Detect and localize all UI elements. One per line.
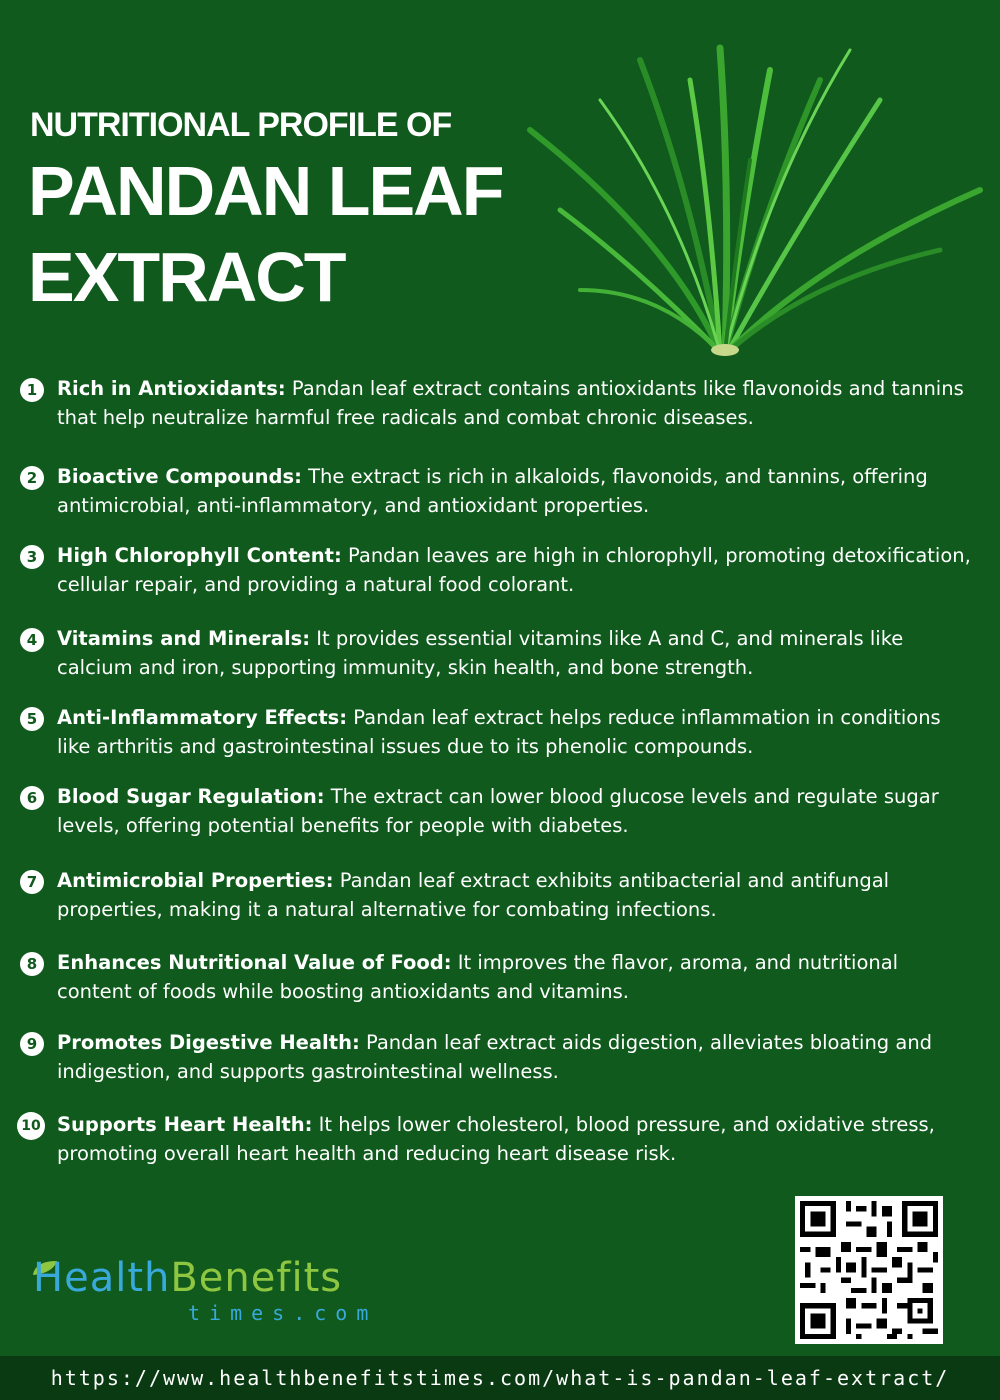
item-text	[57, 462, 975, 520]
title-line-1: PANDAN LEAF	[28, 152, 503, 230]
brand-logo[interactable]	[33, 1255, 383, 1325]
page-subtitle: NUTRITIONAL PROFILE OF	[30, 106, 452, 144]
item-heading: Antimicrobial Properties:	[57, 869, 334, 892]
item-body: It helps lower cholesterol, blood pressure, and oxidative stress, promoting overall heart health and reducing heart disease risk.	[57, 1113, 935, 1165]
source-url-link[interactable]: https://www.healthbenefitstimes.com/what-is-pandan-leaf-extract/	[50, 1366, 950, 1390]
item-text	[57, 541, 975, 599]
pandan-plant-illustration	[520, 40, 990, 360]
item-text	[57, 782, 975, 840]
item-heading: High Chlorophyll Content:	[57, 544, 342, 567]
logo-word-health: Health	[33, 1255, 171, 1301]
item-number-badge: 1	[20, 378, 44, 402]
item-number-badge: 2	[20, 466, 44, 490]
item-body: Pandan leaf extract aids digestion, alleviates bloating and indigestion, and supports gastrointestinal wellness.	[57, 1031, 933, 1083]
item-heading: Supports Heart Health:	[57, 1113, 313, 1136]
list-item	[20, 948, 975, 1006]
item-text	[57, 1110, 975, 1168]
item-body: Pandan leaf extract contains antioxidants like flavonoids and tannins that help neutralize harmful free radicals and combat chronic diseases.	[57, 377, 964, 429]
item-number-badge: 4	[20, 628, 44, 652]
footer-bar	[0, 1356, 1000, 1400]
item-body: The extract can lower blood glucose levels and regulate sugar levels, offering potential benefits for people with diabetes.	[57, 785, 939, 837]
item-body: Pandan leaf extract helps reduce inflammation in conditions like arthritis and gastrointestinal issues due to its phenolic compounds.	[57, 706, 941, 758]
item-text	[57, 374, 975, 432]
item-number-badge: 7	[20, 870, 44, 894]
list-item	[20, 374, 975, 432]
item-text	[57, 948, 975, 1006]
item-heading: Promotes Digestive Health:	[57, 1031, 360, 1054]
item-heading: Vitamins and Minerals:	[57, 627, 311, 650]
item-heading: Rich in Antioxidants:	[57, 377, 286, 400]
item-heading: Enhances Nutritional Value of Food:	[57, 951, 452, 974]
item-text	[57, 703, 975, 761]
qr-code[interactable]	[795, 1196, 943, 1344]
item-heading: Anti-Inflammatory Effects:	[57, 706, 348, 729]
page-title	[28, 148, 502, 320]
logo-wordmark	[33, 1255, 342, 1301]
item-number-badge: 8	[20, 952, 44, 976]
list-item	[20, 1028, 975, 1086]
item-number-badge: 9	[20, 1032, 44, 1056]
item-body: The extract is rich in alkaloids, flavonoids, and tannins, offering antimicrobial, anti-inflammatory, and antioxidant properties.	[57, 465, 928, 517]
list-item	[20, 866, 975, 924]
list-item	[20, 541, 975, 599]
item-heading: Blood Sugar Regulation:	[57, 785, 325, 808]
item-body: It improves the flavor, aroma, and nutritional content of foods while boosting antioxidants and vitamins.	[57, 951, 899, 1003]
list-item	[20, 1110, 975, 1168]
item-body: It provides essential vitamins like A and C, and minerals like calcium and iron, supporting immunity, skin health, and bone strength.	[57, 627, 904, 679]
item-text	[57, 624, 975, 682]
list-item	[20, 782, 975, 840]
item-text	[57, 866, 975, 924]
item-body: Pandan leaf extract exhibits antibacterial and antifungal properties, making it a natural alternative for combating infections.	[57, 869, 890, 921]
item-number-badge: 10	[17, 1112, 45, 1140]
list-item	[20, 703, 975, 761]
logo-domain: times.com	[188, 1301, 378, 1325]
title-line-2: EXTRACT	[28, 238, 345, 316]
list-item	[20, 462, 975, 520]
item-number-badge: 6	[20, 786, 44, 810]
item-heading: Bioactive Compounds:	[57, 465, 302, 488]
item-text	[57, 1028, 975, 1086]
item-number-badge: 5	[20, 707, 44, 731]
logo-word-benefits: Benefits	[170, 1255, 343, 1301]
item-body: Pandan leaves are high in chlorophyll, promoting detoxification, cellular repair, and providing a natural food colorant.	[57, 544, 971, 596]
item-number-badge: 3	[20, 545, 44, 569]
list-item	[20, 624, 975, 682]
